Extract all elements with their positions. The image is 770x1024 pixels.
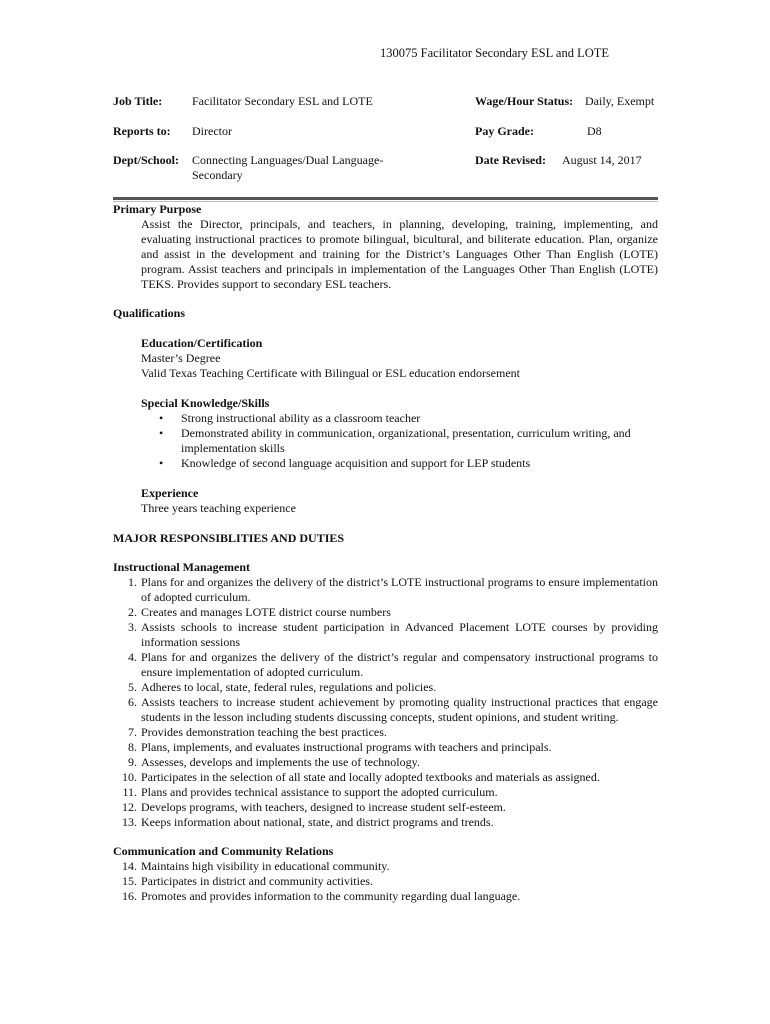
duty-item — [113, 575, 658, 605]
job-info-block — [0, 94, 770, 194]
duty-item — [113, 800, 658, 815]
duty-number: 16. — [122, 889, 137, 903]
skill-item: • Strong instructional ability as a classroom teacher — [181, 411, 658, 426]
duty-item — [113, 725, 658, 740]
date-revised-value: August 14, 2017 — [562, 153, 642, 167]
experience-text: Three years teaching experience — [141, 501, 296, 515]
duty-text: Assists teachers to increase student achievement by promoting quality instructional practices that engage students in the lesson including students discussing concepts, student opinions, and student writing. — [141, 695, 658, 724]
wage-status-label: Wage/Hour Status: — [475, 94, 574, 108]
dept-school-label: Dept/School: — [113, 153, 179, 167]
pay-grade-value: D8 — [587, 124, 602, 138]
pay-grade-label: Pay Grade: — [475, 124, 534, 138]
education-heading: Education/Certification — [141, 336, 263, 350]
duty-text: Assesses, develops and implements the use of technology. — [141, 755, 420, 769]
duty-text: Assists schools to increase student participation in Advanced Placement LOTE courses by providing information sessions — [141, 620, 658, 649]
duty-item — [113, 740, 658, 755]
dept-school-value-line2: Secondary — [192, 168, 243, 182]
duty-number: 14. — [122, 859, 137, 873]
duty-number: 1. — [128, 575, 137, 589]
instructional-duties-list — [113, 575, 658, 830]
duty-number: 11. — [122, 785, 137, 799]
major-duties-heading: MAJOR RESPONSIBLITIES AND DUTIES — [113, 531, 345, 545]
education-item: Valid Texas Teaching Certificate with Bilingual or ESL education endorsement — [141, 366, 520, 380]
community-relations-heading: Communication and Community Relations — [113, 844, 334, 858]
duty-item — [113, 695, 658, 725]
duty-number: 3. — [128, 620, 137, 634]
duty-item — [113, 874, 658, 889]
duty-item — [113, 605, 658, 620]
duty-item — [113, 620, 658, 650]
community-duties-list — [113, 859, 658, 904]
document-body — [113, 202, 658, 904]
dept-school-value-line1: Connecting Languages/Dual Language- — [192, 153, 384, 167]
duty-number: 9. — [128, 755, 137, 769]
duty-number: 2. — [128, 605, 137, 619]
duty-text: Provides demonstration teaching the best practices. — [141, 725, 387, 739]
duty-number: 13. — [122, 815, 137, 829]
duty-text: Plans for and organizes the delivery of the district’s LOTE instructional programs to ensure implementation of adopted curriculum. — [141, 575, 658, 604]
duty-number: 4. — [128, 650, 137, 664]
duty-number: 12. — [122, 800, 137, 814]
skills-heading: Special Knowledge/Skills — [141, 396, 270, 410]
date-revised-label: Date Revised: — [475, 153, 546, 167]
duty-text: Adheres to local, state, federal rules, regulations and policies. — [141, 680, 437, 694]
duty-number: 15. — [122, 874, 137, 888]
reports-to-value: Director — [192, 124, 232, 138]
job-title-label: Job Title: — [113, 94, 163, 108]
qualifications-heading: Qualifications — [113, 306, 186, 320]
primary-purpose-text: Assist the Director, principals, and teachers, in planning, developing, training, implementing, and evaluating instructional practices to promote bilingual, bicultural, and biliterate education. Plan, organize and assist in the development and training for the District’s Languages Other Than English (LOTE) program. Assist teachers and principals in implementation of the Languages Other Than English (LOTE) TEKS. Provides support to secondary ESL teachers. — [141, 217, 658, 291]
duty-text: Maintains high visibility in educational community. — [141, 859, 390, 873]
primary-purpose-heading: Primary Purpose — [113, 202, 202, 216]
duty-text: Keeps information about national, state, and district programs and trends. — [141, 815, 494, 829]
instructional-management-heading: Instructional Management — [113, 560, 250, 574]
duty-text: Develops programs, with teachers, designed to increase student self-esteem. — [141, 800, 506, 814]
duty-item — [113, 680, 658, 695]
duty-item — [113, 859, 658, 874]
job-title-value: Facilitator Secondary ESL and LOTE — [192, 94, 373, 108]
header-divider-thick — [113, 197, 658, 200]
duty-text: Participates in district and community activities. — [141, 874, 373, 888]
duty-text: Promotes and provides information to the community regarding dual language. — [141, 889, 521, 903]
duty-number: 5. — [128, 680, 137, 694]
duty-number: 7. — [128, 725, 137, 739]
duty-item — [113, 815, 658, 830]
wage-status-value: Daily, Exempt — [585, 94, 655, 108]
duty-item — [113, 889, 658, 904]
education-item: Master’s Degree — [141, 351, 221, 365]
duty-item — [113, 770, 658, 785]
duty-item — [113, 755, 658, 770]
skill-item: • Knowledge of second language acquisition and support for LEP students — [181, 456, 658, 471]
duty-number: 10. — [122, 770, 137, 784]
duty-text: Participates in the selection of all state and locally adopted textbooks and materials as assigned. — [141, 770, 600, 784]
duty-text: Plans for and organizes the delivery of the district’s regular and compensatory instructional programs to ensure implementation of adopted curriculum. — [141, 650, 658, 679]
skill-item: • Demonstrated ability in communication, organizational, presentation, curriculum writing, and implementation skills — [181, 426, 658, 456]
skills-list — [113, 411, 658, 471]
duty-text: Creates and manages LOTE district course numbers — [141, 605, 391, 619]
duty-number: 6. — [128, 695, 137, 709]
duty-item — [113, 785, 658, 800]
duty-item — [113, 650, 658, 680]
duty-text: Plans, implements, and evaluates instructional programs with teachers and principals. — [141, 740, 552, 754]
experience-heading: Experience — [141, 486, 199, 500]
reports-to-label: Reports to: — [113, 124, 171, 138]
duty-number: 8. — [128, 740, 137, 754]
duty-text: Plans and provides technical assistance to support the adopted curriculum. — [141, 785, 498, 799]
document-id-header: 130075 Facilitator Secondary ESL and LOTE — [380, 46, 609, 60]
